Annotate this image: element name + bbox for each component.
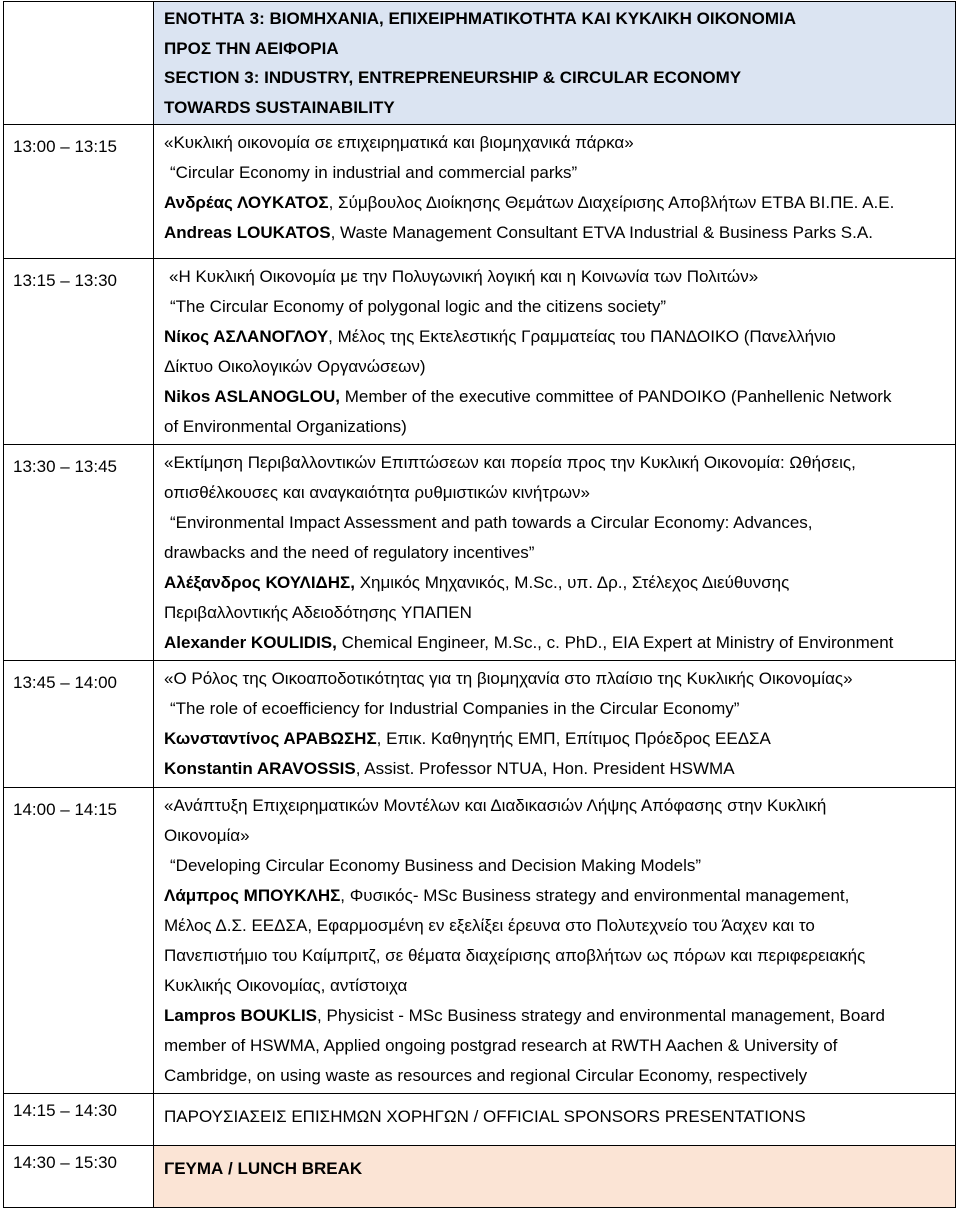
speaker-role-greek-cont: Μέλος Δ.Σ. ΕΕΔΣΑ, Εφαρμοσμένη εν εξελίξει έρευνα στο Πολυτεχνείο του Άαχεν και το (164, 916, 815, 935)
talk-row (4, 259, 956, 445)
speaker-greek (164, 322, 947, 352)
speaker-name-english: Nikos ASLANOGLOU, (164, 387, 340, 406)
speaker-role-english: Chemical Engineer, M.Sc., c. PhD., EIA Expert at Ministry of Environment (336, 633, 894, 652)
talk-title-greek-cont: οπισθέλκουσες και αναγκαιότητα ρυθμιστικών κινήτρων» (164, 483, 590, 502)
lunch-row (4, 1146, 956, 1208)
speaker-name-english: Konstantin ARAVOSSIS (164, 759, 356, 778)
speaker-role-english-cont: Cambridge, on using waste as resources and regional Circular Economy, respectively (164, 1066, 808, 1085)
program-schedule-table (3, 1, 956, 1208)
talk-title-english: “Environmental Impact Assessment and path towards a Circular Economy: Advances, (170, 513, 813, 532)
speaker-role-english: , Waste Management Consultant ETVA Industrial & Business Parks S.A. (330, 223, 873, 242)
speaker-name-english: Alexander KOULIDIS, (164, 633, 337, 652)
talk-time: 13:00 – 13:15 (4, 125, 154, 259)
speaker-role-greek-cont: Πανεπιστήμιο του Καίμπριτζ, σε θέματα διαχείρισης αποβλήτων ως πόρων και περιφερειακής (164, 946, 866, 965)
talk-title-english: “Developing Circular Economy Business and Decision Making Models” (170, 856, 702, 875)
speaker-role-english-cont: member of HSWMA, Applied ongoing postgrad research at RWTH Aachen & University of (164, 1036, 838, 1055)
speaker-name-greek: Λάμπρος ΜΠΟΥΚΛΗΣ (164, 886, 341, 905)
speaker-name-english: Andreas LOUKATOS (164, 223, 331, 242)
speaker-role-greek: , Φυσικός- MSc Business strategy and environmental management, (340, 886, 850, 905)
speaker-role-english: , Physicist - MSc Business strategy and environmental management, Board (317, 1006, 885, 1025)
speaker-role-greek: , Σύμβουλος Διοίκησης Θεμάτων Διαχείρισης Αποβλήτων ΕΤΒΑ ΒΙ.ΠΕ. Α.Ε. (328, 193, 895, 212)
speaker-role-greek: Χημικός Μηχανικός, M.Sc., υπ. Δρ., Στέλεχος Διεύθυνσης (354, 573, 790, 592)
section-header-row (4, 2, 956, 125)
speaker-role-greek-cont: Κυκλικής Οικονομίας, αντίστοιχα (164, 976, 408, 995)
speaker-greek (164, 724, 947, 754)
speaker-role-greek: , Επικ. Καθηγητής ΕΜΠ, Επίτιμος Πρόεδρος ΕΕΔΣΑ (376, 729, 771, 748)
talk-title-english: “The Circular Economy of polygonal logic and the citizens society” (170, 297, 667, 316)
speaker-english (164, 754, 947, 784)
speaker-english (164, 628, 947, 658)
talk-time: 13:30 – 13:45 (4, 445, 154, 661)
speaker-role-english: Member of the executive committee of PANDOIKO (Panhellenic Network (340, 387, 892, 406)
talk-details (154, 445, 956, 661)
speaker-greek (164, 188, 947, 218)
speaker-english (164, 1001, 947, 1031)
speaker-name-greek: Κωνσταντίνος ΑΡΑΒΩΣΗΣ (164, 729, 377, 748)
section-title-greek-2: ΠΡΟΣ ΤΗΝ ΑΕΙΦΟΡΙΑ (164, 38, 339, 58)
talk-row (4, 788, 956, 1094)
speaker-english (164, 382, 947, 412)
talk-time: 14:00 – 14:15 (4, 788, 154, 1094)
talk-title-english-cont: drawbacks and the need of regulatory incentives” (164, 543, 535, 562)
talk-title-greek-cont: Οικονομία» (164, 826, 250, 845)
section-title-english-1: SECTION 3: INDUSTRY, ENTREPRENEURSHIP & CIRCULAR ECONOMY (164, 68, 742, 87)
talk-title-greek: «Κυκλική οικονομία σε επιχειρηματικά και βιομηχανικά πάρκα» (164, 133, 634, 152)
speaker-role-greek-cont: Δίκτυο Οικολογικών Οργανώσεων) (164, 357, 426, 376)
talk-row (4, 661, 956, 788)
lunch-label: ΓΕΥΜΑ / LUNCH BREAK (154, 1146, 956, 1208)
speaker-name-greek: Νίκος ΑΣΛΑΝΟΓΛΟΥ (164, 327, 329, 346)
talk-time: 13:45 – 14:00 (4, 661, 154, 788)
talk-title-english: “The role of ecoefficiency for Industrial Companies in the Circular Economy” (170, 699, 740, 718)
talk-time: 13:15 – 13:30 (4, 259, 154, 445)
section-title-cell (154, 2, 956, 125)
talk-title-greek: «Εκτίμηση Περιβαλλοντικών Επιπτώσεων και πορεία προς την Κυκλική Οικονομία: Ωθήσεις, (164, 453, 856, 472)
sponsors-row (4, 1094, 956, 1146)
talk-row (4, 125, 956, 259)
speaker-name-greek: Ανδρέας ΛΟΥΚΑΤΟΣ (164, 193, 329, 212)
sponsors-label: ΠΑΡΟΥΣΙΑΣΕΙΣ ΕΠΙΣΗΜΩΝ ΧΟΡΗΓΩΝ / OFFICIAL SPONSORS PRESENTATIONS (154, 1094, 956, 1146)
talk-details (154, 661, 956, 788)
speaker-greek (164, 881, 947, 911)
talk-title-greek: «Ο Ρόλος της Οικοαποδοτικότητας για τη βιομηχανία στο πλαίσιο της Κυκλικής Οικονομίας» (164, 669, 853, 688)
talk-details (154, 259, 956, 445)
talk-title-english: “Circular Economy in industrial and commercial parks” (170, 163, 578, 182)
speaker-role-greek-cont: Περιβαλλοντικής Αδειοδότησης ΥΠΑΠΕΝ (164, 603, 472, 622)
speaker-name-greek: Αλέξανδρος ΚΟΥΛΙΔΗΣ, (164, 573, 355, 592)
speaker-name-english: Lampros BOUKLIS (164, 1006, 318, 1025)
talk-title-greek: «Ανάπτυξη Επιχειρηματικών Μοντέλων και Διαδικασιών Λήψης Απόφασης στην Κυκλική (164, 796, 827, 815)
talk-title-greek: «Η Κυκλική Οικονομία με την Πολυγωνική λογική και η Κοινωνία των Πολιτών» (169, 267, 759, 286)
speaker-role-english-cont: of Environmental Organizations) (164, 417, 407, 436)
section-title-greek-1: ΕΝΟΤΗΤΑ 3: ΒΙΟΜΗΧΑΝΙΑ, ΕΠΙΧΕΙΡΗΜΑΤΙΚΟΤΗΤΑ ΚΑΙ ΚΥΚΛΙΚΗ ΟΙΚΟΝΟΜΙΑ (164, 9, 797, 28)
lunch-time: 14:30 – 15:30 (4, 1146, 154, 1208)
empty-time-cell (4, 2, 154, 125)
section-title-english-2: TOWARDS SUSTAINABILITY (164, 97, 395, 117)
speaker-english (164, 218, 947, 248)
talk-details (154, 788, 956, 1094)
speaker-greek (164, 568, 947, 598)
speaker-role-english: , Assist. Professor NTUA, Hon. President HSWMA (355, 759, 735, 778)
sponsors-time: 14:15 – 14:30 (4, 1094, 154, 1146)
talk-details (154, 125, 956, 259)
talk-row (4, 445, 956, 661)
speaker-role-greek: , Μέλος της Εκτελεστικής Γραμματείας του ΠΑΝΔΟΙΚΟ (Πανελλήνιο (328, 327, 836, 346)
